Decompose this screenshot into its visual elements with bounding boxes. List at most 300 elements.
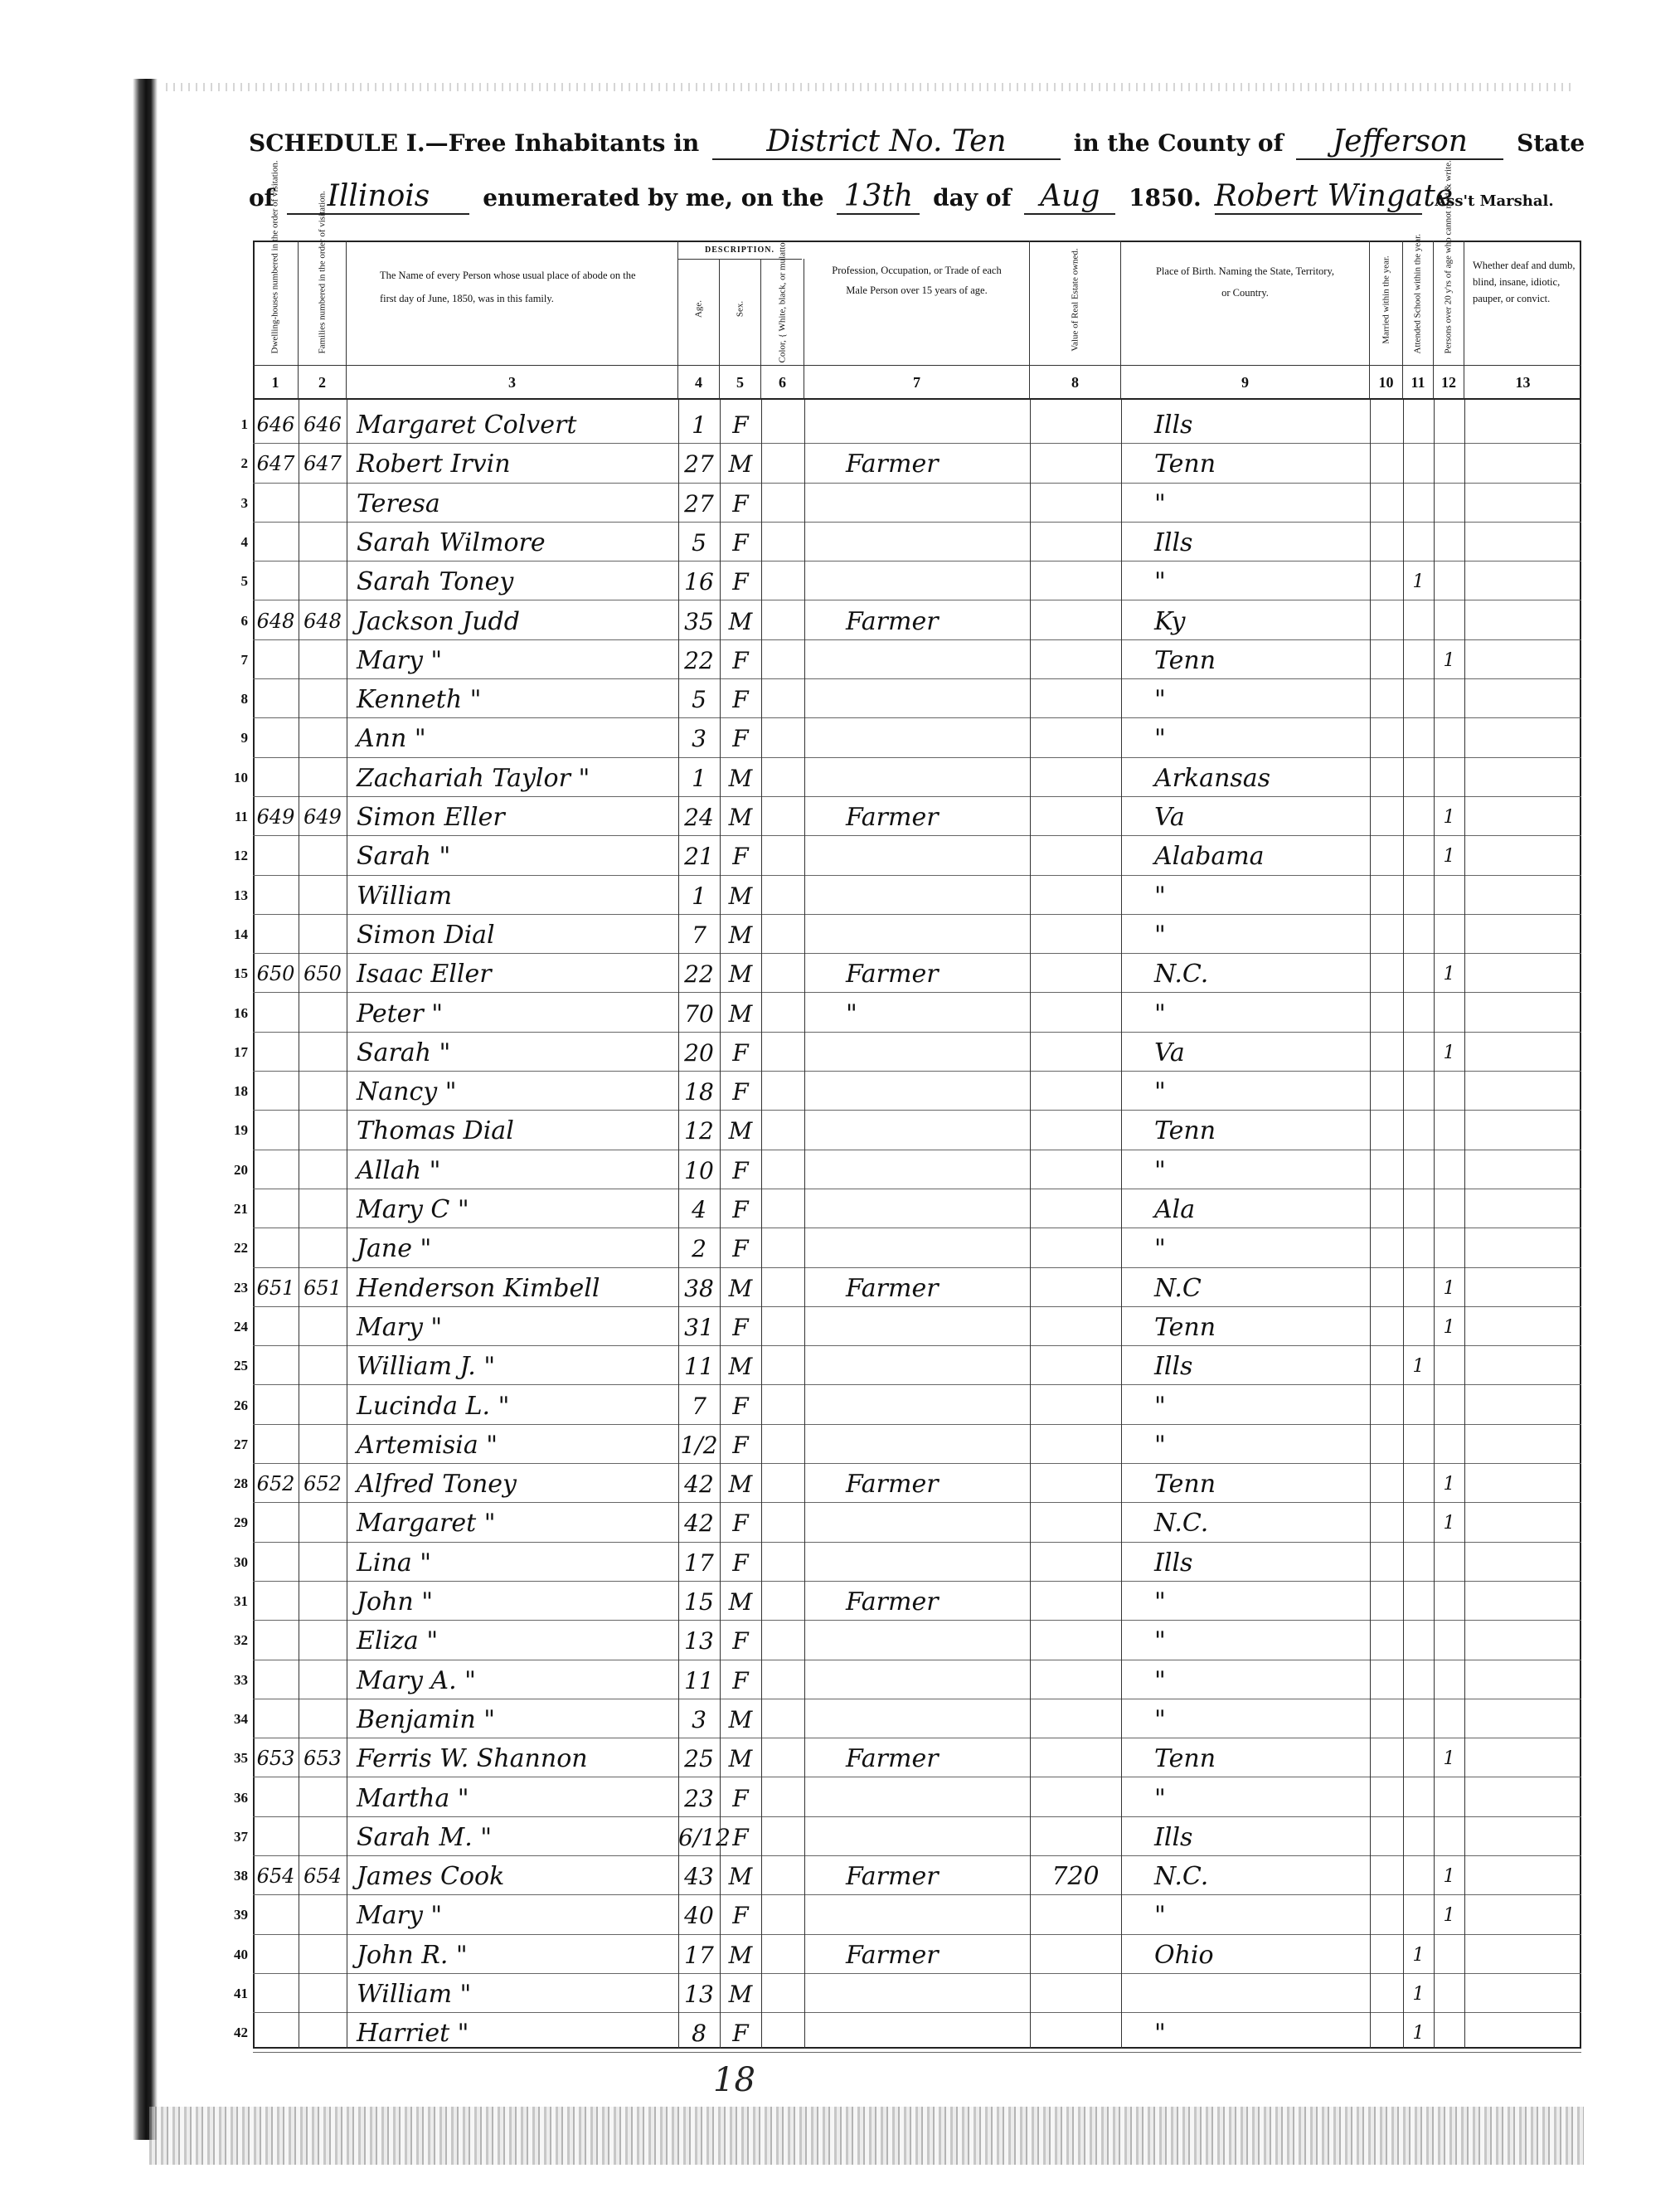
family-number [299, 1072, 347, 1110]
enumerated-label: enumerated by me, on the [483, 184, 824, 211]
table-row [234, 1268, 1581, 1307]
occupation-cell [804, 758, 1030, 796]
sex-cell: F [732, 528, 749, 557]
column-number-7: 7 [804, 365, 1030, 400]
birthplace-cell: " [1154, 1665, 1166, 1695]
illiterate-cell [1434, 601, 1464, 639]
person-name: William " [357, 1980, 472, 2009]
birthplace-cell: N.C. [1154, 960, 1209, 989]
column-number-2: 2 [299, 365, 347, 400]
sex-cell: M [728, 1471, 753, 1499]
dwelling-number [253, 1150, 299, 1189]
table-row [234, 1307, 1581, 1346]
school-cell [1403, 1307, 1434, 1345]
school-cell [1403, 1543, 1434, 1581]
birthplace-cell: " [1154, 881, 1166, 911]
sex-cell: M [728, 1588, 753, 1616]
row-number: 24 [234, 1318, 248, 1334]
sex-cell: M [728, 921, 753, 949]
dwelling-number [253, 523, 299, 561]
family-number: 648 [303, 609, 342, 633]
family-number [299, 1346, 347, 1384]
person-name: Ann " [357, 724, 426, 754]
row-number: 33 [234, 1671, 248, 1688]
dwelling-number [253, 1935, 299, 1973]
dwelling-number [253, 640, 299, 678]
sex-cell: F [732, 489, 749, 518]
column-number-4: 4 [678, 365, 720, 400]
column-number-5: 5 [720, 365, 761, 400]
person-name: William [357, 881, 453, 911]
school-cell [1403, 876, 1434, 914]
column-rule [1121, 400, 1122, 2049]
family-number: 649 [303, 805, 342, 829]
real-estate-cell [1030, 1228, 1121, 1266]
family-number: 654 [303, 1864, 342, 1889]
school-cell [1403, 1189, 1434, 1228]
illiterate-cell: 1 [1443, 1905, 1455, 1927]
family-number [299, 1699, 347, 1738]
district-handwritten: District No. Ten [712, 124, 1061, 160]
birthplace-cell: Tenn [1154, 450, 1216, 479]
page-number: 18 [713, 2061, 755, 2099]
family-number [299, 1817, 347, 1855]
occupation-cell [804, 1072, 1030, 1110]
dwelling-number: 646 [256, 413, 295, 436]
real-estate-cell [1030, 679, 1121, 717]
person-name: Benjamin " [357, 1704, 496, 1734]
family-number [299, 1228, 347, 1266]
occupation-cell [804, 1503, 1030, 1541]
table-row [234, 1425, 1581, 1464]
occupation-cell: Farmer [846, 1587, 939, 1616]
occupation-cell [804, 1699, 1030, 1738]
dwelling-number [253, 1660, 299, 1699]
row-number: 18 [234, 1083, 248, 1100]
dwelling-number [253, 994, 299, 1032]
column-number-11: 11 [1403, 365, 1434, 400]
age-cell: 5 [692, 528, 706, 557]
real-estate-cell [1030, 1935, 1121, 1973]
birthplace-cell: " [1154, 1704, 1166, 1734]
real-estate-cell [1030, 797, 1121, 835]
school-cell [1403, 758, 1434, 796]
table-row [234, 1386, 1581, 1425]
sex-cell: M [728, 1941, 753, 1969]
dwelling-number [253, 758, 299, 796]
sex-cell: F [732, 1510, 749, 1538]
table-row [234, 876, 1581, 915]
age-cell: 22 [684, 960, 714, 989]
sex-cell: F [732, 411, 749, 439]
birthplace-cell: Ills [1154, 1352, 1193, 1382]
sex-cell: M [728, 1705, 753, 1733]
school-cell [1403, 1738, 1434, 1777]
school-cell [1403, 1817, 1434, 1855]
sex-cell: F [732, 1038, 749, 1067]
birthplace-cell: " [1154, 685, 1166, 715]
real-estate-cell [1030, 1072, 1121, 1110]
of-label: of [249, 184, 274, 211]
birthplace-cell: Ills [1154, 527, 1193, 557]
column-number-8: 8 [1030, 365, 1121, 400]
sex-cell: M [728, 1981, 753, 2008]
school-cell [1403, 718, 1434, 756]
row-number: 42 [234, 2025, 248, 2041]
row-number: 39 [234, 1907, 248, 1923]
birthplace-cell: Alabama [1154, 842, 1265, 872]
family-number: 652 [303, 1472, 342, 1496]
sex-cell: F [732, 1666, 749, 1694]
age-cell: 4 [692, 1196, 706, 1223]
school-cell [1403, 994, 1434, 1032]
occupation-cell [804, 1660, 1030, 1699]
real-estate-cell [1030, 1189, 1121, 1228]
school-cell: 1 [1412, 1984, 1425, 2005]
real-estate-cell [1030, 758, 1121, 796]
person-name: John R. " [357, 1940, 468, 1970]
illiterate-cell [1434, 1660, 1464, 1699]
illiterate-cell [1434, 679, 1464, 717]
table-row [234, 1935, 1581, 1974]
occupation-cell [804, 915, 1030, 953]
age-cell: 42 [684, 1471, 714, 1499]
birthplace-cell: Ills [1154, 411, 1193, 440]
person-name: Lina " [357, 1548, 432, 1578]
sex-cell: F [732, 725, 749, 753]
illiterate-cell [1434, 1699, 1464, 1738]
dwelling-number: 654 [256, 1864, 295, 1889]
person-name: Mary C " [357, 1195, 469, 1224]
table-row [234, 1346, 1581, 1385]
table-row [240, 679, 1581, 718]
illiterate-cell: 1 [1443, 1513, 1455, 1534]
table-row [234, 1033, 1581, 1072]
table-row [240, 640, 1581, 679]
table-row [240, 718, 1581, 757]
occupation-cell [804, 1189, 1030, 1228]
school-cell [1403, 1621, 1434, 1659]
dwelling-number: 647 [256, 452, 295, 476]
family-number [299, 2013, 347, 2051]
occupation-cell [804, 1033, 1030, 1071]
birthplace-cell: " [1154, 567, 1166, 597]
real-estate-cell [1030, 1033, 1121, 1071]
age-cell: 5 [692, 686, 706, 714]
row-number: 31 [234, 1593, 248, 1609]
family-number [299, 1111, 347, 1149]
column-rule [678, 400, 679, 2049]
real-estate-cell [1030, 1738, 1121, 1777]
birthplace-cell [1121, 1974, 1370, 2012]
sex-cell: F [732, 1784, 749, 1812]
table-row [234, 1621, 1581, 1660]
family-number [299, 679, 347, 717]
table-row [234, 1189, 1581, 1228]
row-number: 32 [234, 1632, 248, 1649]
occupation-cell [804, 1386, 1030, 1424]
age-cell: 70 [684, 999, 714, 1028]
column-number-13: 13 [1464, 365, 1581, 400]
table-row [234, 1072, 1581, 1111]
column-rule [720, 400, 721, 2049]
real-estate-cell [1030, 1150, 1121, 1189]
school-cell [1403, 1895, 1434, 1933]
person-name: Sarah " [357, 1038, 451, 1067]
occupation-cell: Farmer [846, 450, 939, 479]
illiterate-cell [1434, 1621, 1464, 1659]
school-cell [1403, 1150, 1434, 1189]
person-name: Margaret " [357, 1509, 496, 1539]
real-estate-cell [1030, 1817, 1121, 1855]
dwelling-number [253, 2013, 299, 2051]
person-name: Robert Irvin [357, 450, 511, 479]
birthplace-cell: Ohio [1154, 1940, 1214, 1970]
school-cell [1403, 601, 1434, 639]
illiterate-cell: 1 [1443, 1042, 1455, 1063]
sex-cell: F [732, 1392, 749, 1420]
real-estate-cell [1030, 994, 1121, 1032]
sex-cell: M [728, 1117, 753, 1145]
sex-cell: M [728, 607, 753, 635]
state-handwritten: Illinois [287, 179, 469, 215]
column-number-3: 3 [347, 365, 678, 400]
state-label: State [1517, 129, 1585, 157]
age-cell: 2 [692, 1235, 706, 1263]
person-name: Mary " [357, 645, 443, 675]
sex-cell: F [732, 1627, 749, 1655]
age-cell: 27 [684, 489, 714, 518]
family-number [299, 1425, 347, 1463]
family-number [299, 994, 347, 1032]
school-cell [1403, 915, 1434, 953]
family-number [299, 1189, 347, 1228]
table-row [234, 1503, 1581, 1542]
birthplace-cell: N.C [1154, 1273, 1202, 1303]
row-number: 26 [234, 1397, 248, 1413]
age-cell: 31 [684, 1313, 714, 1341]
column-number-6: 6 [761, 365, 804, 400]
colhead-real-estate: Value of Real Estate owned. [1030, 241, 1121, 365]
person-name: Eliza " [357, 1626, 439, 1656]
illiterate-cell [1434, 1425, 1464, 1463]
school-cell [1403, 954, 1434, 992]
birthplace-cell: " [1154, 1234, 1166, 1264]
birthplace-cell: " [1154, 1155, 1166, 1185]
real-estate-cell [1030, 915, 1121, 953]
person-name: William J. " [357, 1352, 496, 1382]
real-estate-cell: 720 [1051, 1862, 1100, 1892]
school-cell [1403, 1660, 1434, 1699]
sex-cell: M [728, 1863, 753, 1891]
person-name: Mary " [357, 1901, 443, 1931]
occupation-cell [804, 1895, 1030, 1933]
person-name: Artemisia " [357, 1430, 498, 1460]
family-number [299, 640, 347, 678]
colhead-condition: Whether deaf and dumb, blind, insane, idiotic, pauper, or convict. [1473, 260, 1576, 304]
school-cell: 1 [1412, 571, 1425, 593]
dwelling-number [253, 718, 299, 756]
table-row [234, 1660, 1581, 1699]
birthplace-cell: Tenn [1154, 1312, 1216, 1342]
illiterate-cell [1434, 1935, 1464, 1973]
illiterate-cell [1434, 758, 1464, 796]
row-number: 9 [240, 730, 248, 746]
family-number: 653 [303, 1747, 342, 1771]
table-row [234, 2013, 1581, 2052]
illiterate-cell [1434, 1817, 1464, 1855]
illiterate-cell [1434, 1072, 1464, 1110]
age-cell: 1 [692, 764, 706, 792]
dwelling-number [253, 562, 299, 600]
real-estate-cell [1030, 640, 1121, 678]
row-number: 10 [234, 769, 248, 785]
birthplace-cell: " [1154, 1430, 1166, 1460]
birthplace-cell: " [1154, 489, 1166, 518]
row-number: 15 [234, 965, 248, 982]
family-number [299, 718, 347, 756]
person-name: Sarah Toney [357, 567, 514, 597]
row-number: 5 [240, 573, 248, 590]
column-number-1: 1 [253, 365, 299, 400]
occupation-cell [804, 405, 1030, 443]
real-estate-cell [1030, 1111, 1121, 1149]
school-cell [1403, 1699, 1434, 1738]
illiterate-cell [1434, 1386, 1464, 1424]
column-number-10: 10 [1370, 365, 1403, 400]
age-cell: 13 [684, 1981, 714, 2008]
real-estate-cell [1030, 836, 1121, 874]
occupation-cell [804, 718, 1030, 756]
birthplace-cell: " [1154, 920, 1166, 950]
family-number: 647 [303, 452, 342, 476]
occupation-cell [804, 836, 1030, 874]
illiterate-cell [1434, 484, 1464, 522]
family-number [299, 836, 347, 874]
colhead-married: Married within the year. [1370, 241, 1403, 365]
dwelling-number [253, 1307, 299, 1345]
colhead-occupation: Profession, Occupation, or Trade of each Male Person over 15 years of age. [804, 241, 1030, 365]
table-row [234, 836, 1581, 875]
family-number [299, 1895, 347, 1933]
column-rule [804, 400, 805, 2049]
row-number: 35 [234, 1750, 248, 1767]
family-number [299, 1033, 347, 1071]
real-estate-cell [1030, 1425, 1121, 1463]
sex-cell: M [728, 764, 753, 792]
occupation-cell [804, 1543, 1030, 1581]
dwelling-number: 648 [256, 609, 295, 633]
column-rule [1434, 400, 1435, 2049]
occupation-cell [804, 1974, 1030, 2012]
real-estate-cell [1030, 484, 1121, 522]
table-row [234, 1543, 1581, 1582]
occupation-cell: Farmer [846, 1940, 939, 1970]
person-name: Sarah M. " [357, 1822, 493, 1852]
occupation-cell [804, 2013, 1030, 2051]
occupation-cell [804, 1817, 1030, 1855]
birthplace-cell: Tenn [1154, 1470, 1216, 1500]
dwelling-number [253, 1386, 299, 1424]
sex-cell: F [732, 2020, 749, 2048]
dwelling-number: 649 [256, 805, 295, 829]
school-cell [1403, 797, 1434, 835]
occupation-cell: Farmer [846, 1862, 939, 1892]
real-estate-cell [1030, 1268, 1121, 1306]
sex-cell: M [728, 804, 753, 831]
illiterate-cell [1434, 1778, 1464, 1816]
school-cell [1403, 523, 1434, 561]
age-cell: 7 [692, 1392, 706, 1420]
dwelling-number [253, 876, 299, 914]
row-number: 25 [234, 1358, 248, 1374]
table-row [240, 523, 1581, 562]
sex-cell: M [728, 882, 753, 910]
table-row [234, 1228, 1581, 1267]
school-cell [1403, 1268, 1434, 1306]
family-number [299, 1503, 347, 1541]
illiterate-cell: 1 [1443, 964, 1455, 985]
person-name: John " [357, 1587, 434, 1616]
scan-edge-bottom [149, 2107, 1584, 2165]
age-cell: 17 [684, 1548, 714, 1577]
real-estate-cell [1030, 1895, 1121, 1933]
occupation-cell [804, 1150, 1030, 1189]
family-number [299, 758, 347, 796]
colhead-school: Attended School within the year. [1403, 241, 1434, 365]
illiterate-cell [1434, 523, 1464, 561]
family-number [299, 1150, 347, 1189]
family-number [299, 1660, 347, 1699]
column-rule [1464, 400, 1465, 2049]
row-number: 2 [240, 455, 248, 472]
occupation-cell: Farmer [846, 803, 939, 832]
illiterate-cell: 1 [1443, 1474, 1455, 1495]
colhead-sex: Sex. [720, 259, 761, 365]
dwelling-number [253, 1111, 299, 1149]
sex-cell: F [732, 568, 749, 596]
birthplace-cell: Va [1154, 1038, 1185, 1067]
age-cell: 43 [684, 1863, 714, 1891]
table-row [234, 994, 1581, 1033]
illiterate-cell [1434, 994, 1464, 1032]
illiterate-cell [1434, 2013, 1464, 2051]
real-estate-cell [1030, 601, 1121, 639]
dwelling-number [253, 915, 299, 953]
sex-cell: F [732, 1156, 749, 1184]
birthplace-cell: N.C. [1154, 1509, 1209, 1539]
sex-cell: F [732, 1313, 749, 1341]
column-number-9: 9 [1121, 365, 1370, 400]
age-cell: 11 [684, 1353, 714, 1381]
illiterate-cell: 1 [1443, 1316, 1455, 1338]
month-handwritten: Aug [1024, 179, 1115, 215]
occupation-cell [804, 1621, 1030, 1659]
real-estate-cell [1030, 405, 1121, 443]
dwelling-number [253, 1582, 299, 1620]
dwelling-number [253, 1543, 299, 1581]
illiterate-cell [1434, 1543, 1464, 1581]
header-line-2 [249, 179, 1554, 215]
school-cell [1403, 1582, 1434, 1620]
school-cell [1403, 1228, 1434, 1266]
age-cell: 42 [684, 1510, 714, 1538]
person-name: Mary A. " [357, 1665, 476, 1695]
colhead-age: Age. [678, 259, 720, 365]
school-cell [1403, 1033, 1434, 1071]
birthplace-cell: Ills [1154, 1548, 1193, 1578]
age-cell: 1 [692, 882, 706, 910]
